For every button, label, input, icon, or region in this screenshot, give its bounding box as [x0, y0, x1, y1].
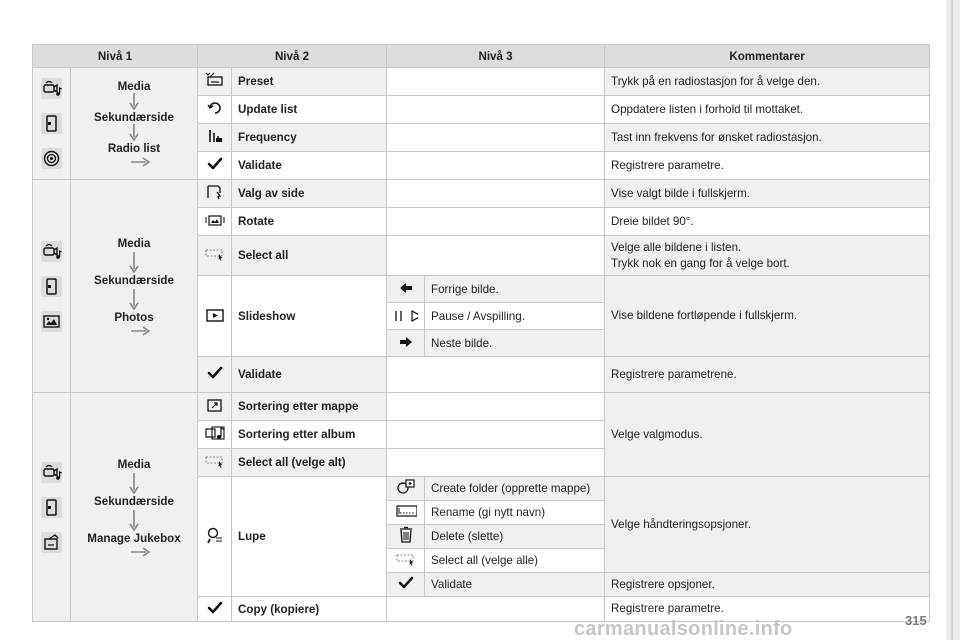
level1-item: Photos [114, 310, 154, 324]
level1-path [71, 68, 198, 180]
arrow-down-icon [129, 250, 139, 274]
table-row [33, 393, 930, 421]
header-level3: Nivå 3 [387, 45, 605, 68]
level1-item: Sekundærside [94, 273, 174, 287]
level3-label: Rename (gi nytt navn) [425, 501, 605, 525]
table-row [33, 180, 930, 208]
create-folder-icon [395, 478, 417, 496]
level2-label: Lupe [232, 477, 387, 597]
comment: Registrere opsjoner. [605, 573, 930, 597]
trash-icon [395, 526, 417, 544]
arrow-right-icon [131, 547, 151, 557]
comment: Vise valgt bilde i fullskjerm. [605, 180, 930, 208]
slideshow-icon [204, 306, 226, 324]
level1-icons [33, 180, 71, 393]
level2-label: Sortering etter album [232, 421, 387, 449]
level3-label: Neste bilde. [425, 330, 605, 357]
frequency-icon [204, 127, 226, 145]
folder-sort-icon [204, 396, 226, 414]
watermark: carmanualsonline.info [574, 618, 793, 640]
arrow-down-icon [129, 93, 139, 111]
media-icon [41, 78, 62, 99]
level3-label: Create folder (opprette mappe) [425, 477, 605, 501]
level2-label: Frequency [232, 124, 387, 152]
level3-label: Pause / Avspilling. [425, 303, 605, 330]
comment-line: Velge alle bildene i listen. [611, 240, 742, 254]
level1-item: Sekundærside [94, 494, 174, 508]
level1-path [71, 393, 198, 622]
magnifier-icon [204, 526, 226, 544]
header-comments: Kommentarer [605, 45, 930, 68]
comment: Registrere parametrene. [605, 357, 930, 393]
level2-label: Sortering etter mappe [232, 393, 387, 421]
level2-label: Preset [232, 68, 387, 96]
arrow-down-icon [129, 287, 139, 311]
level3-label: Forrige bilde. [425, 276, 605, 303]
level1-item: Media [117, 80, 151, 93]
comment: Velge håndteringsopsjoner. [605, 477, 930, 573]
comment: Vise bildene fortløpende i fullskjerm. [605, 276, 930, 357]
phone-icon [41, 113, 62, 134]
level2-label: Slideshow [232, 276, 387, 357]
arrow-down-icon [129, 471, 139, 495]
level1-item: Manage Jukebox [87, 531, 181, 545]
level2-label: Validate [232, 357, 387, 393]
update-icon [204, 99, 226, 117]
level2-label: Copy (kopiere) [232, 597, 387, 622]
comment: Dreie bildet 90°. [605, 208, 930, 236]
level2-label: Select all (velge alt) [232, 449, 387, 477]
level1-item: Media [117, 236, 151, 250]
phone-icon [41, 497, 62, 518]
level3-label: Validate [425, 573, 605, 597]
right-arrow-icon [395, 333, 417, 351]
menu-table [32, 44, 930, 622]
left-arrow-icon [395, 279, 417, 297]
level2-label: Validate [232, 152, 387, 180]
page-number: 315 [905, 613, 927, 628]
comment-line: Trykk nok en gang for å velge bort. [611, 256, 790, 270]
comment: Registrere parametre. [605, 597, 930, 622]
arrow-down-icon [129, 124, 139, 142]
pause-play-icon [393, 309, 418, 323]
level1-icons [33, 68, 71, 180]
phone-icon [41, 276, 62, 297]
comment: Velge valgmodus. [605, 393, 930, 477]
comment: Registrere parametre. [605, 152, 930, 180]
level3-label: Select all (velge alle) [425, 549, 605, 573]
level3-label: Delete (slette) [425, 525, 605, 549]
comment: Trykk på en radiostasjon for å velge den. [605, 68, 930, 96]
select-all-icon [395, 550, 417, 568]
header-level1: Nivå 1 [33, 45, 198, 68]
table-row [33, 68, 930, 96]
header-level2: Nivå 2 [198, 45, 387, 68]
photo-icon [41, 311, 62, 332]
jukebox-icon [41, 532, 62, 553]
level2-label: Update list [232, 96, 387, 124]
arrow-right-icon [131, 326, 151, 336]
level2-label: Rotate [232, 208, 387, 236]
rename-icon [395, 502, 417, 520]
arrow-down-icon [129, 508, 139, 532]
comment: Oppdatere listen i forhold til mottaket. [605, 96, 930, 124]
check-icon [204, 599, 226, 617]
level2-label: Select all [232, 236, 387, 276]
select-all-icon [204, 245, 226, 263]
rotate-icon [204, 211, 226, 229]
radio-icon [41, 148, 62, 169]
comment: Tast inn frekvens for ønsket radiostasjon. [605, 124, 930, 152]
level1-path [71, 180, 198, 393]
table-header-row [33, 45, 930, 68]
preset-icon [204, 71, 226, 89]
album-sort-icon [204, 424, 226, 442]
select-all-icon [204, 452, 226, 470]
page-select-icon [204, 183, 226, 201]
level1-icons [33, 393, 71, 622]
comment [605, 236, 930, 276]
check-icon [204, 364, 226, 382]
check-icon [395, 574, 417, 592]
level1-item: Sekundærside [94, 111, 174, 124]
page-edge-tab [946, 0, 960, 640]
level1-item: Media [117, 457, 151, 471]
level2-label: Valg av side [232, 180, 387, 208]
arrow-right-icon [131, 157, 151, 167]
level1-item: Radio list [107, 142, 161, 155]
media-icon [41, 241, 62, 262]
media-icon [41, 462, 62, 483]
check-icon [204, 155, 226, 173]
